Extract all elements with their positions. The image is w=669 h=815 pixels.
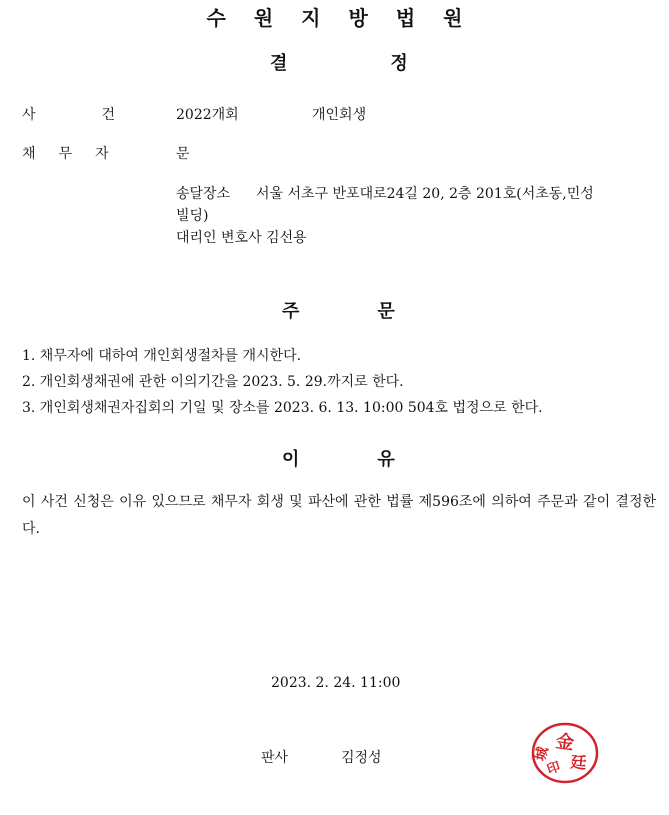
svg-text:廷: 廷 — [569, 752, 588, 773]
order-item: 1. 채무자에 대하여 개인회생절차를 개시한다. — [22, 348, 302, 364]
order-heading: 주 문 — [282, 301, 395, 322]
agent: 대리인 변호사 김선용 — [176, 230, 307, 246]
order-item: 2. 개인회생채권에 관한 이의기간을 2023. 5. 29.까지로 한다. — [22, 374, 404, 390]
reason-text: 이 사건 신청은 이유 있으므로 채무자 회생 및 파산에 관한 법률 제596조에 의하여 주문과 같이 결정한다. — [22, 494, 656, 537]
court-char: 방 — [348, 6, 368, 30]
judge-seal-icon — [530, 722, 600, 784]
svg-text:金: 金 — [554, 730, 576, 755]
debtor-label: 채 무 자 — [22, 146, 109, 162]
court-char: 지 — [301, 6, 321, 30]
case-number: 2022개회 — [176, 107, 239, 123]
address-line-1: 서울 서초구 반포대로24길 20, 2층 201호(서초동,민성 — [256, 186, 594, 202]
judge-title: 판사 — [261, 750, 289, 766]
case-type: 개인회생 — [312, 107, 367, 123]
address-label: 송달장소 — [176, 186, 231, 202]
svg-text:印: 印 — [545, 759, 563, 778]
court-char: 법 — [395, 6, 416, 30]
court-char: 수 — [206, 6, 226, 30]
document-title — [270, 49, 408, 75]
title-char: 정 — [390, 53, 408, 74]
reason-heading: 이 유 — [282, 449, 395, 470]
court-char: 원 — [253, 6, 274, 30]
decision-date: 2023. 2. 24. 11:00 — [271, 675, 401, 691]
order-item: 3. 개인회생채권자집회의 기일 및 장소를 2023. 6. 13. 10:00 504호 법정으로 한다. — [22, 400, 543, 416]
address-line-2: 빌딩) — [176, 208, 209, 224]
judge-name: 김정성 — [341, 750, 382, 766]
title-char: 결 — [270, 53, 288, 74]
svg-text:城: 城 — [532, 745, 552, 763]
debtor-name: 문 — [176, 146, 190, 162]
case-label: 사 건 — [22, 107, 116, 123]
court-char: 원 — [443, 6, 463, 30]
court-name — [0, 2, 669, 31]
